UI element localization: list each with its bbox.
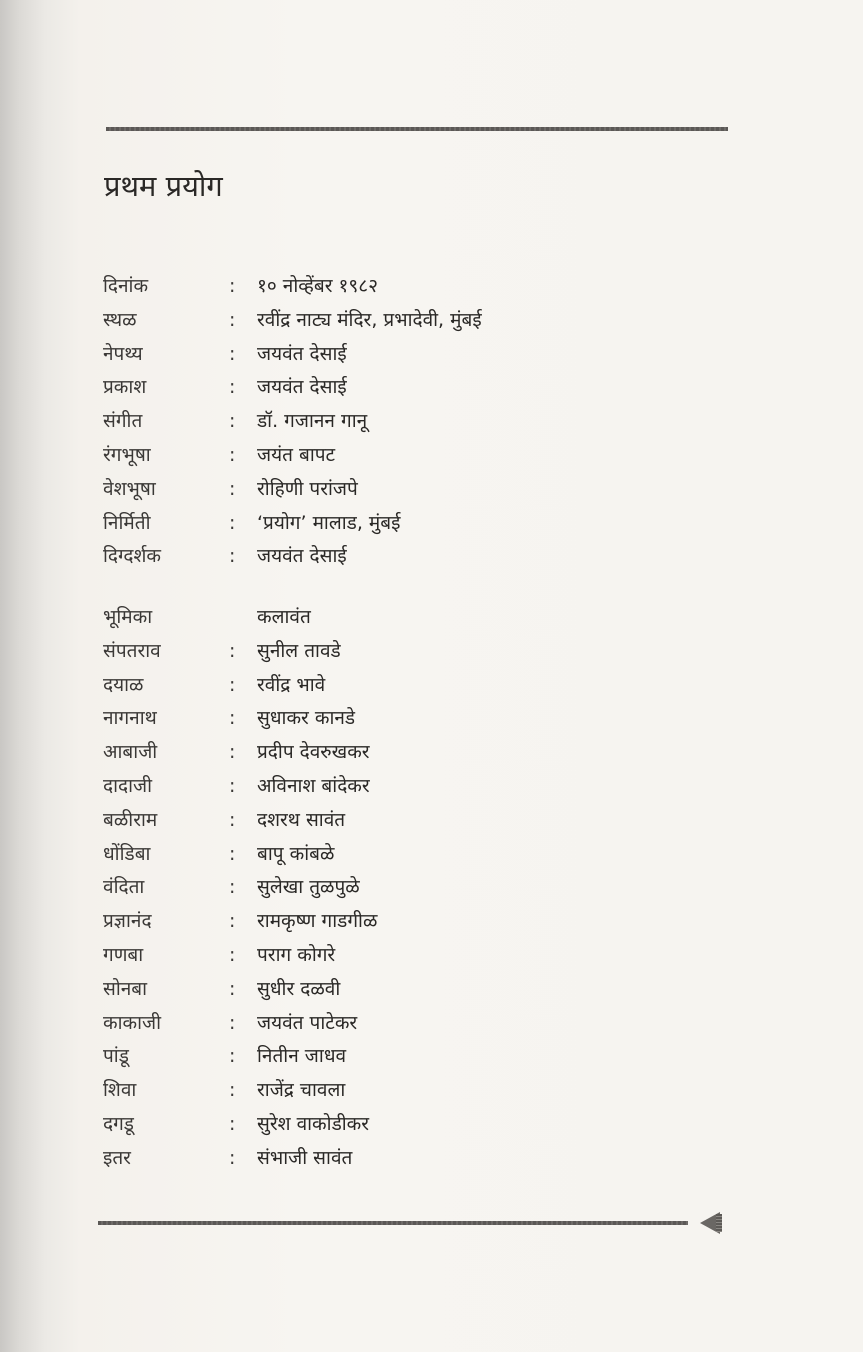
row-separator: : bbox=[229, 876, 236, 899]
row-separator: : bbox=[229, 477, 236, 500]
detail-row bbox=[0, 439, 863, 471]
cast-row bbox=[0, 1074, 863, 1106]
detail-row bbox=[0, 270, 863, 302]
row-value: संभाजी सावंत bbox=[257, 1146, 353, 1169]
row-separator: : bbox=[229, 1079, 236, 1102]
row-value: पराग कोगरे bbox=[257, 944, 336, 966]
cast-row bbox=[0, 1142, 863, 1174]
row-separator: : bbox=[229, 342, 236, 365]
cast-row bbox=[0, 736, 863, 768]
cast-row bbox=[0, 939, 863, 971]
row-separator: : bbox=[229, 410, 236, 433]
cast-header-row bbox=[0, 601, 863, 633]
row-separator: : bbox=[229, 808, 236, 831]
row-separator: : bbox=[229, 545, 236, 568]
cast-row bbox=[0, 871, 863, 903]
row-label: प्रकाश bbox=[103, 376, 147, 399]
row-value: कलावंत bbox=[257, 606, 311, 628]
row-value: डॉ. गजानन गानू bbox=[257, 410, 368, 433]
row-value: बापू कांबळे bbox=[257, 842, 335, 865]
row-value: सुलेखा तुळपुळे bbox=[257, 876, 360, 899]
detail-row bbox=[0, 371, 863, 403]
row-value: सुरेश वाकोडीकर bbox=[257, 1113, 370, 1135]
cast-row bbox=[0, 1007, 863, 1039]
cast-row bbox=[0, 1108, 863, 1140]
row-value: १० नोव्हेंबर १९८२ bbox=[257, 275, 379, 297]
row-separator: : bbox=[229, 1011, 236, 1034]
row-separator: : bbox=[229, 741, 236, 764]
row-label: शिवा bbox=[103, 1079, 137, 1102]
row-label: दिग्दर्शक bbox=[103, 545, 161, 568]
cast-row bbox=[0, 702, 863, 734]
row-separator: : bbox=[229, 275, 236, 297]
row-label: पांडू bbox=[103, 1045, 129, 1068]
row-value: सुनील तावडे bbox=[257, 639, 341, 662]
bottom-rule bbox=[98, 1221, 688, 1225]
cast-row bbox=[0, 973, 863, 1005]
row-value: राजेंद्र चावला bbox=[257, 1079, 346, 1102]
row-label: गणबा bbox=[103, 944, 144, 966]
row-value: रवींद्र भावे bbox=[257, 673, 326, 696]
row-label: स्थळ bbox=[103, 308, 137, 331]
row-label: निर्मिती bbox=[103, 511, 151, 534]
row-label: वंदिता bbox=[103, 876, 145, 899]
row-label: दयाळ bbox=[103, 673, 144, 696]
top-rule bbox=[106, 127, 728, 131]
row-value: जयवंत देसाई bbox=[257, 376, 347, 399]
row-separator: : bbox=[229, 1146, 236, 1169]
page-title: प्रथम प्रयोग bbox=[104, 169, 223, 203]
row-value: जयवंत पाटेकर bbox=[257, 1011, 358, 1034]
cast-row bbox=[0, 804, 863, 836]
row-value: प्रदीप देवरुखकर bbox=[257, 741, 370, 764]
row-value: रामकृष्ण गाडगीळ bbox=[257, 910, 378, 933]
row-label: दिनांक bbox=[103, 275, 149, 297]
row-label: इतर bbox=[103, 1146, 131, 1169]
row-separator: : bbox=[229, 910, 236, 933]
detail-row bbox=[0, 507, 863, 539]
detail-row bbox=[0, 473, 863, 505]
row-separator: : bbox=[229, 775, 236, 797]
row-separator: : bbox=[229, 444, 236, 466]
row-label: दादाजी bbox=[103, 775, 153, 797]
row-label: सोनबा bbox=[103, 977, 148, 1000]
row-separator: : bbox=[229, 707, 236, 730]
row-value: सुधीर दळवी bbox=[257, 977, 341, 1000]
cast-row bbox=[0, 838, 863, 870]
row-separator: : bbox=[229, 376, 236, 399]
row-label: नागनाथ bbox=[103, 707, 157, 730]
row-label: वेशभूषा bbox=[103, 477, 156, 500]
page-marker bbox=[716, 1214, 722, 1232]
row-value: नितीन जाधव bbox=[257, 1045, 347, 1068]
cast-row bbox=[0, 635, 863, 667]
cast-row bbox=[0, 1040, 863, 1072]
row-value: जयवंत देसाई bbox=[257, 342, 347, 365]
row-label: धोंडिबा bbox=[103, 842, 151, 865]
row-label: बळीराम bbox=[103, 808, 158, 831]
row-value: अविनाश बांदेकर bbox=[257, 775, 370, 797]
row-label: रंगभूषा bbox=[103, 444, 151, 466]
row-separator: : bbox=[229, 944, 236, 966]
row-label: संगीत bbox=[103, 410, 143, 433]
row-separator: : bbox=[229, 842, 236, 865]
detail-row bbox=[0, 338, 863, 370]
row-label: आबाजी bbox=[103, 741, 158, 764]
detail-row bbox=[0, 405, 863, 437]
row-label: संपतराव bbox=[103, 639, 161, 662]
row-separator: : bbox=[229, 1113, 236, 1135]
cast-row bbox=[0, 905, 863, 937]
row-separator: : bbox=[229, 308, 236, 331]
row-separator: : bbox=[229, 977, 236, 1000]
row-value: रवींद्र नाट्य मंदिर, प्रभादेवी, मुंबई bbox=[257, 308, 482, 331]
row-label: भूमिका bbox=[103, 606, 153, 628]
detail-row bbox=[0, 304, 863, 336]
row-value: जयंत बापट bbox=[257, 444, 336, 466]
row-label: नेपथ्य bbox=[103, 342, 143, 365]
row-separator: : bbox=[229, 639, 236, 662]
cast-row bbox=[0, 669, 863, 701]
row-label: काकाजी bbox=[103, 1011, 162, 1034]
row-value: सुधाकर कानडे bbox=[257, 707, 356, 730]
row-value: जयवंत देसाई bbox=[257, 545, 347, 568]
row-value: ‘प्रयोग’ मालाड, मुंबई bbox=[257, 511, 401, 534]
row-label: प्रज्ञानंद bbox=[103, 910, 152, 933]
row-value: रोहिणी परांजपे bbox=[257, 477, 358, 500]
row-value: दशरथ सावंत bbox=[257, 808, 346, 831]
row-separator: : bbox=[229, 673, 236, 696]
row-separator: : bbox=[229, 1045, 236, 1068]
detail-row bbox=[0, 540, 863, 572]
row-separator: : bbox=[229, 511, 236, 534]
cast-row bbox=[0, 770, 863, 802]
row-label: दगडू bbox=[103, 1113, 134, 1135]
